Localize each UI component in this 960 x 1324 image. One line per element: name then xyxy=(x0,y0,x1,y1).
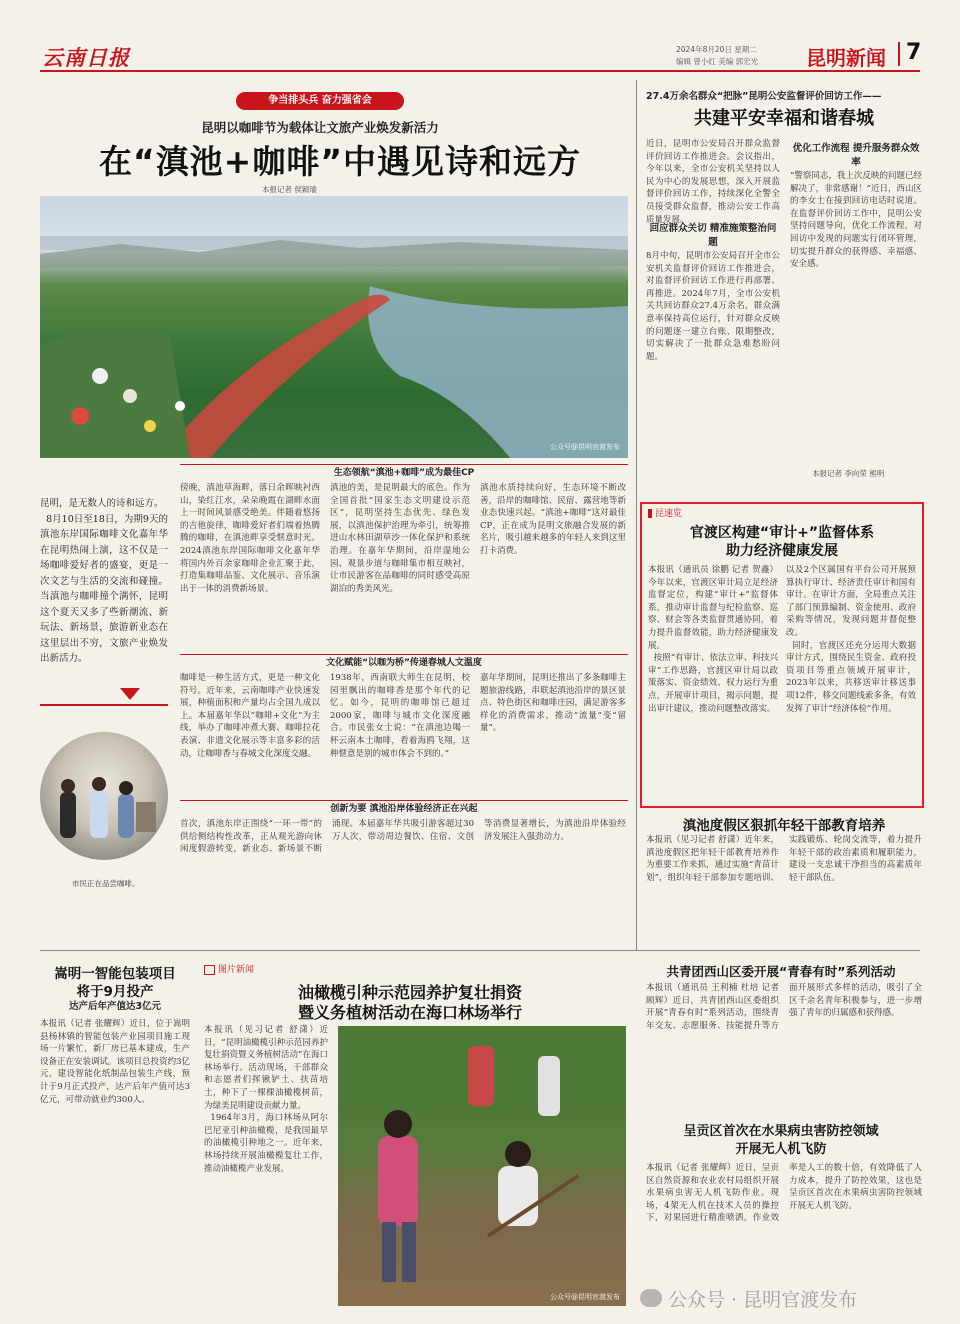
right-bottom-title-2: 开展无人机飞防 xyxy=(735,1142,827,1157)
right-low-title: 共青团西山区委开展“青春有时”系列活动 xyxy=(666,964,896,979)
right-top-lede: 近日，昆明市公安局召开群众监督评价回访工作推进会。会议指出，今年以来，全市公安机关坚持以人民为中心的发展思想，深入开展监督评价回访工作，持续深化全警全员接受群众监督，推动公安工作高质量发展。 xyxy=(646,139,780,225)
horizontal-divider xyxy=(40,950,920,951)
masthead xyxy=(0,0,960,70)
lead-kicker: 昆明以咖啡节为载体让文旅产业焕发新活力 xyxy=(201,120,439,135)
highlight-title-1: 官渡区构建“审计+”监督体系 xyxy=(689,525,875,541)
tree-title-2: 暨义务植树活动在海口林场举行 xyxy=(297,1003,522,1022)
highlight-box xyxy=(640,502,924,808)
lead-subhead-3-text: 创新为要 滇池沿岸体验经济正在兴起 xyxy=(324,804,483,814)
right-top-subhead-2: 优化工作流程 提升服务群众效率 xyxy=(792,143,920,168)
watermark xyxy=(640,1278,857,1318)
lead-photo xyxy=(40,196,628,458)
right-bottom-body: 本报讯（记者 张耀辉）近日，呈贡区自然资源和农业农村局组织开展水果病虫害无人机飞防作业。现场，4架无人机在技术人员的操控下，对果园进行精准喷洒，作业效率是人工的数十倍，有效降低了人力成本，提升了防控效果，这也是呈贡区首次在水果病虫害防控领域开展无人机飞防。 xyxy=(646,1163,922,1224)
lead-intro-arrow xyxy=(40,678,168,706)
coffee-photo xyxy=(40,732,168,860)
highlight-body-right: 以及2个区属国有平台公司开展预算执行审计、经济责任审计和国有审计。在审计方面，全局重点关注了部门预算编制、资金使用、政府采购等情况，发现问题并督促整改。 同时，官渡区还充分运用大数据审计方式，围绕民生资金、政府投资项目等重点领域开展审计，2023年以来，共移送审计移送事项12件，移交问题线索多条，有效发挥了审计“经济体检”作用。 xyxy=(786,565,916,714)
right-top-subhead-1: 回应群众关切 精准施策整治问题 xyxy=(649,223,777,248)
page-divider xyxy=(898,42,900,66)
lead-subhead-3 xyxy=(180,800,628,815)
tree-photo xyxy=(338,1026,626,1306)
right-top-title: 共建平安幸福和谐春城 xyxy=(694,108,874,129)
lead-intro: 昆明，是无数人的诗和远方。 8月10日至18日，为期9天的滇池东岸国际咖啡文化嘉年华在昆明热闹上演，这不仅是一场咖啡爱好者的盛宴，更是一次文艺与生活的交流和碰撞。当滇池与咖啡撞个满怀，昆明这个夏天又多了些新潮流、新玩法、新场景，旅游新业态在这里层出不穷，文旅产业焕发出新活力。 xyxy=(40,498,169,664)
coffee-photo-caption: 市民正在品尝咖啡。 xyxy=(72,879,140,888)
lead-body-col-6: 嘉年华期间，昆明还推出了多条咖啡主题旅游线路，串联起滇池沿岸的景区景点、特色街区和咖啡庄园，满足游客多样化的消费需求，推动“流量”变“留量”。 xyxy=(480,673,626,734)
tree-photo-scene xyxy=(338,1026,626,1306)
highlight-title-2: 助力经济健康发展 xyxy=(726,543,838,559)
lead-body-col-4: 咖啡是一种生活方式，更是一种文化符号。近年来，云南咖啡产业快速发展，种植面积和产量均占全国九成以上。本届嘉年华以“咖啡+文化”为主线，举办了咖啡冲煮大赛、咖啡拉花表演、非遗文化展示等丰富多彩的活动，让咖啡香与春城文化深度交融。 xyxy=(180,673,320,759)
tree-photo-caption: 公众号@昆明官渡发布 xyxy=(550,1293,620,1301)
left-bottom-title-1: 嵩明一智能包装项目 xyxy=(54,966,176,982)
newspaper-logo: 云南日报 xyxy=(42,45,130,70)
right-top-body-2: 8月中旬，昆明市公安局召开全市公安机关监督评价回访工作推进会，对监督评价回访工作进行再部署、再推进。2024年7月，全市公安机关共回访群众27.4万余名，群众满意率保持高位运行，针对群众反映的问题逐一建立台账、限期整改，切实解决了一批群众急难愁盼问题。 xyxy=(646,251,780,362)
lead-body-col-3: 滇池水质持续向好，生态环境不断改善，沿岸的咖啡馆、民宿、露营地等新业态快速兴起。“滇池+咖啡”这对最佳CP，正在成为昆明文旅融合发展的新名片，吸引越来越多的年轻人来到这里打卡消费。 xyxy=(480,483,626,556)
left-bottom-kicker: 达产后年产值达3亿元 xyxy=(68,1001,162,1012)
tree-title-1: 油橄榄引种示范园养护复壮捐资 xyxy=(297,983,522,1002)
right-top-kicker: 27.4万余名群众“把脉”昆明公安监督评价回访工作—— xyxy=(646,91,882,102)
lead-body-col-1: 傍晚，滇池草海畔，落日余晖映衬西山，染红江水，朵朵晚霞在湖畔水面上一时间风景感受绝美。伴随着悠扬的吉他旋律，咖啡爱好者们端着热腾腾的咖啡，在滇池畔享受惬意时光。2024滇池东岸国际咖啡文化嘉年华将国内外百余家咖啡企业汇聚于此，打造集咖啡品鉴、文化展示、音乐演出于一体的消费新场景。 xyxy=(180,483,320,594)
image-icon xyxy=(204,965,215,975)
masthead-rule xyxy=(40,70,920,72)
column-divider xyxy=(636,80,637,950)
lead-byline: 本报记者 侯颖瑜 xyxy=(262,185,317,194)
issue-editors: 编辑 曾小红 美编 郭宏光 xyxy=(676,57,759,66)
lead-body-col-5: 1938年，西南联大师生在昆明，校园里飘出的咖啡香是那个年代的记忆。如今，昆明的咖啡馆已超过2000家，咖啡与城市文化深度融合。市民张女士说：“在滇池边喝一杯云南本土咖啡，看着海鸥飞翔，这种惬意是别的城市体会不到的。” xyxy=(330,673,470,759)
right-top-byline: 本报记者 李向荣 熊明 xyxy=(812,469,885,478)
lead-banner: 争当排头兵 奋力强省会 xyxy=(236,92,404,110)
tree-tag xyxy=(204,962,254,975)
lead-title: 在“滇池+咖啡”中遇见诗和远方 xyxy=(98,142,582,181)
highlight-tag-marker xyxy=(648,509,652,518)
lead-body-col-2: 滇池的美，是昆明最大的底色。作为全国首批“国家生态文明建设示范区”，昆明坚持生态优先、绿色发展，以滇池保护治理为牵引，统筹推进山水林田湖草沙一体化保护和系统治理。在嘉年华期间，沿岸湿地公园、观景步道与咖啡集市相互映衬，让市民游客在品咖啡的同时感受高原湖泊的秀美风光。 xyxy=(330,483,470,594)
right-low-body: 本报讯（通讯员 王利楠 杜培 记者 顾辉）近日，共青团西山区委组织开展“青春有时”系列活动，围绕青年交友、志愿服务、技能提升等方面开展形式多样的活动，吸引了全区千余名青年积极参与，进一步增强了青年的归属感和获得感。 xyxy=(646,983,922,1031)
lead-subhead-1-text: 生态领航“滇池+咖啡”成为最佳CP xyxy=(328,468,481,478)
left-bottom-title-2: 将于9月投产 xyxy=(76,984,154,1000)
left-bottom-body: 本报讯（记者 张耀辉）近日，位于嵩明县杨林镇的智能包装产业园项目施工现场一片繁忙，新厂房已基本建成，生产设备正在安装调试。该项目总投资约3亿元，建设智能化纸制品包装生产线，预计于9月正式投产，达产后年产值可达3亿元，可带动就业约300人。 xyxy=(40,1019,190,1105)
section-name: 昆明新闻 xyxy=(806,46,886,70)
lead-subhead-2-text: 文化赋能“以咖为桥”传递春城人文温度 xyxy=(320,658,488,668)
wechat-icon xyxy=(640,1289,662,1307)
coffee-photo-people xyxy=(40,732,168,860)
highlight-tag xyxy=(648,506,682,519)
issue-date: 2024年8月20日 星期二 xyxy=(676,45,757,54)
right-mid-title: 滇池度假区狠抓年轻干部教育培养 xyxy=(682,818,886,834)
highlight-tag-text: 昆速览 xyxy=(655,509,683,519)
tree-body: 本报讯（见习记者 舒潇）近日，“昆明油橄榄引种示范园养护复壮捐资暨义务植树活动”在海口林场举行。活动现场，干部群众和志愿者们挥锹铲土、扶苗培土，种下了一棵棵油橄榄树苗，为绿美昆明建设贡献力量。 1964年3月，海口林场从阿尔巴尼亚引种油橄榄，是我国最早的油橄榄引种地之一。近年来，林场持续开展油橄榄复壮工作，推动油橄榄产业发展。 xyxy=(204,1025,329,1174)
lead-photo-caption: 公众号@昆明官渡发布 xyxy=(550,443,620,451)
right-top-body-3: “警察同志，我上次反映的问题已经解决了，非常感谢！”近日，西山区的李女士在接到回访电话时说道。在监督评价回访工作中，昆明公安坚持问题导向，优化工作流程，对回访中发现的问题实行闭环管理，切实提升群众的获得感、幸福感、安全感。 xyxy=(790,171,922,270)
highlight-body-left: 本报讯（通讯员 徐鹏 记者 贺鑫）今年以来，官渡区审计局立足经济监督定位，构建“审计+”监督体系，推动审计监督与纪检监察、巡察、财会等各类监督贯通协同，着力提升监督效能，助力经济健康发展。 按照“有审计、依法立审、科技兴审”工作思路，官渡区审计局以政策落实、资金绩效、权力运行为重点，开展审计项目，揭示问题，提出审计建议，推动问题整改落实。 xyxy=(648,565,778,714)
lead-photo-scene xyxy=(40,196,628,458)
tree-tag-text: 图片新闻 xyxy=(218,965,255,975)
watermark-text: 公众号 · 昆明官渡发布 xyxy=(668,1288,858,1311)
right-mid-body: 本报讯（见习记者 舒潇）近年来，滇池度假区把年轻干部教育培养作为重要工作来抓，通过实施“青苗计划”，组织年轻干部参加专题培训、实践锻炼、轮岗交流等，着力提升年轻干部的政治素质和履职能力，建设一支忠诚干净担当的高素质年轻干部队伍。 xyxy=(646,835,922,883)
right-bottom-title-1: 呈贡区首次在水果病虫害防控领域 xyxy=(683,1124,879,1139)
lead-subhead-1 xyxy=(180,464,628,479)
page-number: 7 xyxy=(906,40,922,65)
lead-body-col-7: 首次，滇池东岸正围绕“一环一带”的供给侧结构性改革，正从观光游向休闲度假游转变，新业态、新场景不断涌现。本届嘉年华共吸引游客超过30万人次，带动周边餐饮、住宿、文创等消费显著增长，为滇池沿岸体验经济发展注入强劲动力。 xyxy=(180,819,626,855)
lead-subhead-2 xyxy=(180,654,628,669)
